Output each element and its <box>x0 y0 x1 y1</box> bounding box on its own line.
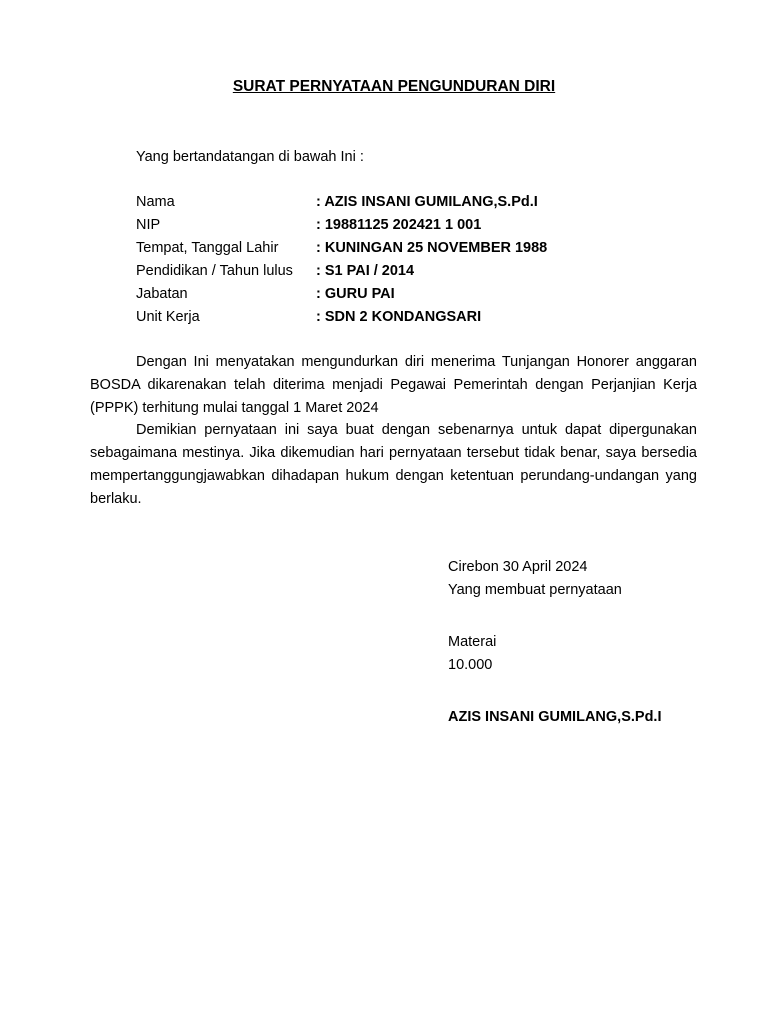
field-value: : KUNINGAN 25 NOVEMBER 1988 <box>316 240 548 256</box>
body-paragraph-2: Demikian pernyataan ini saya buat dengan sebenarnya untuk dapat dipergunakan sebagaimana mestinya. Jika dikemudian hari pernyataan tersebut tidak benar, saya bersedia mempertanggungjawabkan dihadapan hukum dengan ketentuan perundang-undangan yang berlaku. <box>90 422 697 507</box>
field-label: Pendidikan / Tahun lulus <box>136 263 293 279</box>
letter-title: SURAT PERNYATAAN PENGUNDURAN DIRI <box>232 78 556 95</box>
materai-value: 10.000 <box>448 657 493 673</box>
signature-block <box>448 556 661 729</box>
place-date: Cirebon 30 April 2024 <box>448 559 588 575</box>
field-label: Jabatan <box>136 286 188 302</box>
signer-caption: Yang membuat pernyataan <box>448 582 622 598</box>
field-value: : GURU PAI <box>316 286 395 302</box>
body-paragraph-1: Dengan Ini menyatakan mengundurkan diri menerima Tunjangan Honorer anggaran BOSDA dikarenakan telah diterima menjadi Pegawai Pemerintah dengan Perjanjian Kerja (PPPK) terhitung mulai tanggal 1 Maret 2024 <box>90 354 697 416</box>
letter-body <box>90 351 697 511</box>
field-value: : SDN 2 KONDANGSARI <box>316 309 482 325</box>
field-label: Nama <box>136 194 175 210</box>
field-value: : 19881125 202421 1 001 <box>316 217 482 233</box>
field-value: : AZIS INSANI GUMILANG,S.Pd.I <box>316 194 538 210</box>
materai-label: Materai <box>448 634 497 650</box>
field-value: : S1 PAI / 2014 <box>316 263 415 279</box>
signer-name: AZIS INSANI GUMILANG,S.Pd.I <box>448 709 662 725</box>
field-label: Unit Kerja <box>136 309 200 325</box>
intro-line: Yang bertandatangan di bawah Ini : <box>136 149 364 165</box>
field-label: NIP <box>136 217 161 233</box>
field-label: Tempat, Tanggal Lahir <box>136 240 279 256</box>
